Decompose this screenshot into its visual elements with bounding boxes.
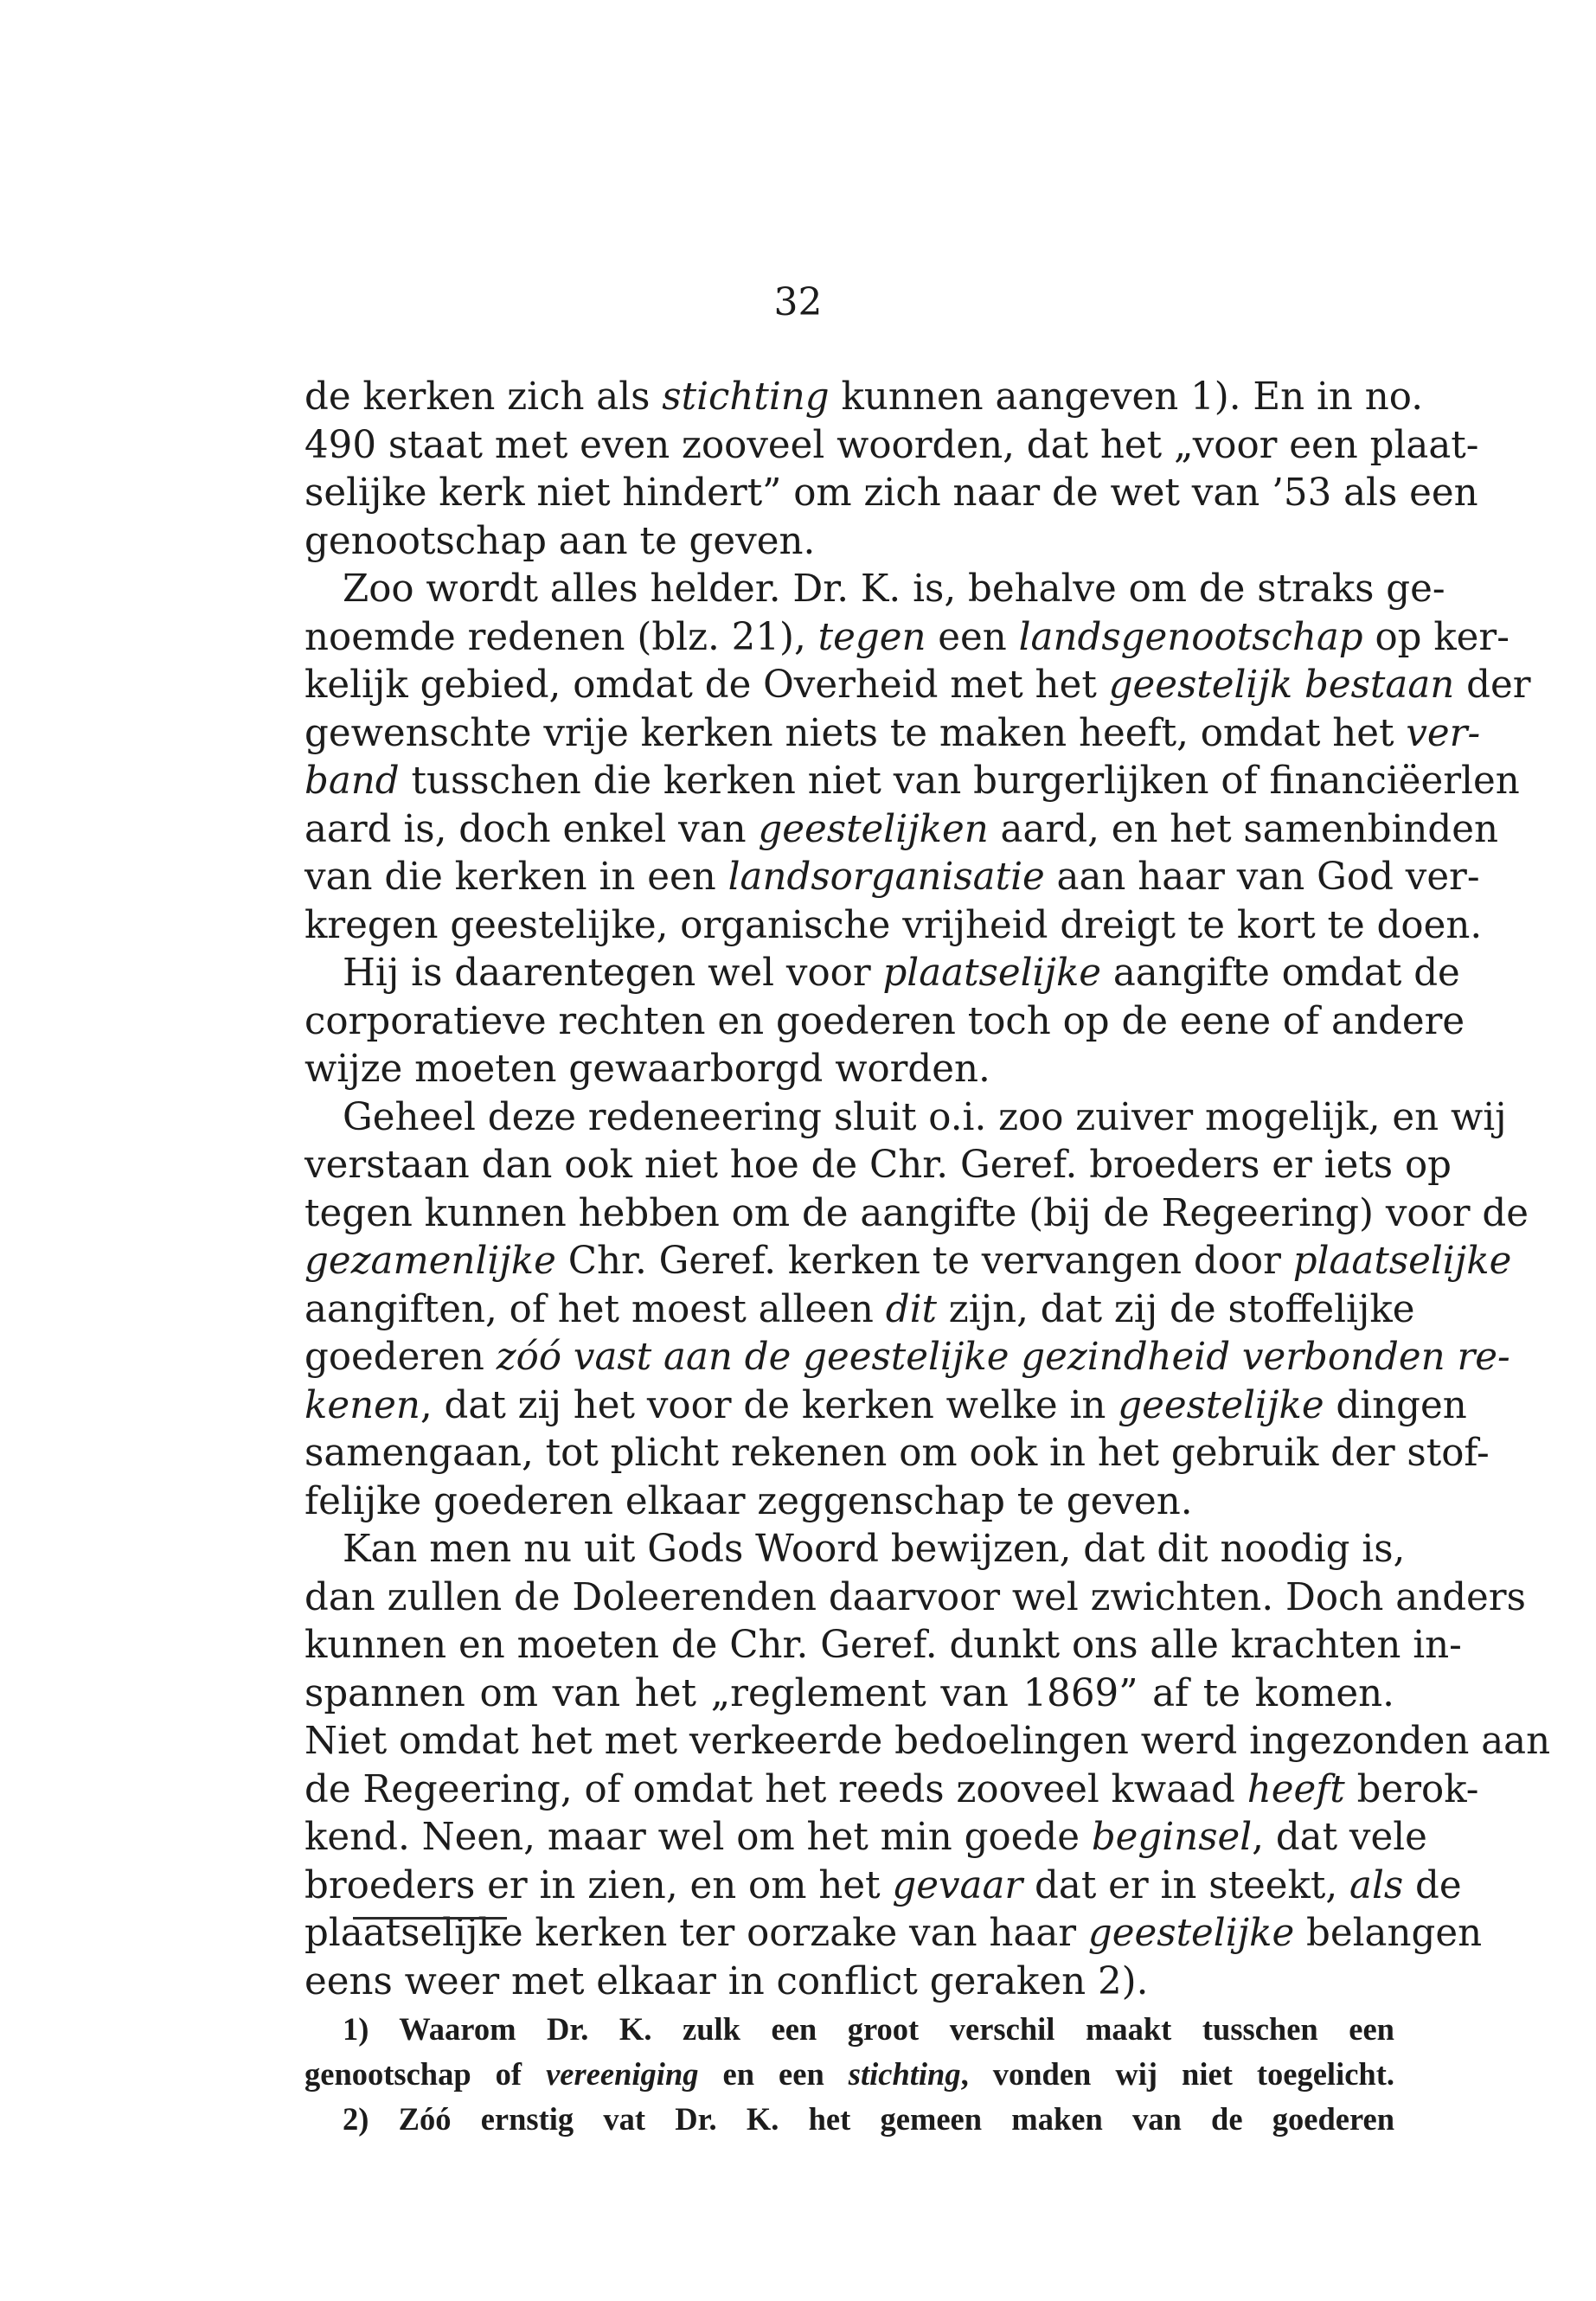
footnote-line xyxy=(304,2052,1394,2097)
text-line xyxy=(304,950,1460,998)
text-run: kend. Neen, maar wel om het min goede xyxy=(304,1816,1092,1859)
text-run: corporatieve rechten en goederen toch op de eene of andere xyxy=(304,999,1465,1043)
text-run: gewenschte vrije kerken niets te maken heeft, omdat het xyxy=(304,711,1407,755)
text-line xyxy=(304,1814,1427,1862)
text-line xyxy=(304,710,1481,759)
text-run: , dat zij het voor de kerken welke in xyxy=(420,1383,1118,1427)
text-line xyxy=(304,758,1520,806)
page-number: 32 xyxy=(773,280,823,324)
text-run: selijke kerk niet hindert” om zich naar de wet van ’53 als een xyxy=(304,471,1478,515)
italic-emphasis: plaatselijke xyxy=(882,952,1102,995)
text-run: samengaan, tot plicht rekenen om ook in het gebruik der stof- xyxy=(304,1432,1490,1475)
text-run: eens weer met elkaar in conflict geraken 2). xyxy=(304,1959,1149,2003)
text-run: aard is, doch enkel van xyxy=(304,807,759,851)
text-run: spannen om van het „reglement van 1869” af te komen. xyxy=(304,1671,1394,1715)
text-run: goederen xyxy=(304,1336,497,1379)
text-run: een xyxy=(926,615,1019,659)
text-run: 2) Zóó ernstig vat Dr. K. het gemeen maken van de goederen xyxy=(343,2101,1394,2137)
text-run: der xyxy=(1454,663,1531,707)
text-line xyxy=(304,806,1499,855)
text-run: Zoo wordt alles helder. Dr. K. is, behalve om de straks ge- xyxy=(343,567,1445,611)
italic-emphasis: dit xyxy=(885,1287,937,1331)
text-line xyxy=(304,518,1394,567)
text-line xyxy=(304,1478,1394,1527)
italic-emphasis: band xyxy=(304,760,400,803)
text-line xyxy=(304,1862,1462,1911)
text-run: genootschap aan te geven. xyxy=(304,519,816,563)
text-run: Chr. Geref. kerken te vervangen door xyxy=(555,1240,1293,1283)
text-run: kelijk gebied, omdat de Overheid met het xyxy=(304,663,1109,707)
text-run: zijn, dat zij de stoffelijke xyxy=(936,1287,1415,1331)
text-run: tusschen die kerken niet van burgerlijken of financiëerlen xyxy=(399,760,1520,803)
text-line xyxy=(304,1238,1512,1286)
text-run: en een xyxy=(698,2056,849,2092)
text-run: plaatselijke kerken ter oorzake van haar xyxy=(304,1912,1088,1955)
text-run: felijke goederen elkaar zeggenschap te geven. xyxy=(304,1479,1193,1523)
italic-emphasis: stichting xyxy=(662,375,830,419)
italic-emphasis: landsgenootschap xyxy=(1018,615,1363,659)
italic-emphasis: gevaar xyxy=(892,1863,1023,1907)
italic-emphasis: als xyxy=(1349,1863,1404,1907)
text-line xyxy=(304,854,1480,902)
text-run: de Regeering, of omdat het reeds zooveel kwaad xyxy=(304,1767,1247,1811)
text-run: Hij is daarentegen wel voor xyxy=(343,952,883,995)
text-line xyxy=(304,1046,1394,1094)
text-line xyxy=(304,1622,1462,1670)
text-run: verstaan dan ook niet hoe de Chr. Geref. broeders er iets op xyxy=(304,1144,1452,1187)
text-run: belangen xyxy=(1294,1912,1483,1955)
italic-emphasis: geestelijken xyxy=(758,807,989,851)
text-line xyxy=(304,1670,1394,1719)
text-line xyxy=(304,1334,1510,1382)
italic-emphasis: ver- xyxy=(1406,711,1481,755)
italic-emphasis: beginsel xyxy=(1091,1816,1253,1859)
text-run: aangiften, of het moest alleen xyxy=(304,1287,886,1331)
text-run: dingen xyxy=(1324,1383,1467,1427)
italic-emphasis: plaatselijke xyxy=(1292,1240,1512,1283)
text-run: de kerken zich als xyxy=(304,375,663,419)
text-run: van die kerken in een xyxy=(304,856,728,899)
text-run: berok- xyxy=(1344,1767,1479,1811)
text-run: kregen geestelijke, organische vrijheid dreigt te kort te doen. xyxy=(304,903,1483,947)
text-line xyxy=(304,470,1478,518)
text-run: de xyxy=(1403,1863,1462,1907)
text-run: aan haar van God ver- xyxy=(1044,856,1480,899)
text-run: op ker- xyxy=(1362,615,1509,659)
text-run: , vonden wij niet toegelicht. xyxy=(960,2056,1394,2092)
text-run: genootschap of xyxy=(304,2056,547,2092)
footnote-line xyxy=(304,2007,1394,2052)
italic-emphasis: vereeniging xyxy=(546,2056,699,2092)
body-text xyxy=(304,374,1551,2006)
italic-emphasis: geestelijk bestaan xyxy=(1108,663,1455,707)
text-line xyxy=(304,1094,1507,1143)
text-run: aangifte omdat de xyxy=(1101,952,1460,995)
text-run: , dat vele xyxy=(1252,1816,1427,1859)
text-line xyxy=(304,1382,1467,1431)
text-run: aard, en het samenbinden xyxy=(988,807,1499,851)
text-line xyxy=(304,1286,1415,1335)
italic-emphasis: tegen xyxy=(817,615,926,659)
italic-emphasis: gezamenlijke xyxy=(304,1240,556,1283)
text-run: 1) Waarom Dr. K. zulk een groot verschil maakt tusschen een xyxy=(343,2011,1394,2047)
text-run: Geheel deze redeneering sluit o.i. zoo zuiver mogelijk, en wij xyxy=(343,1095,1507,1139)
italic-emphasis: heeft xyxy=(1247,1767,1345,1811)
italic-emphasis: zóó vast aan de geestelijke gezindheid verbonden re- xyxy=(496,1336,1510,1379)
text-run: kunnen en moeten de Chr. Geref. dunkt ons alle krachten in- xyxy=(304,1624,1462,1667)
text-line xyxy=(304,902,1483,951)
text-line xyxy=(304,614,1509,663)
footnote-divider xyxy=(353,1917,507,1920)
text-run: dat er in steekt, xyxy=(1022,1863,1350,1907)
text-run: tegen kunnen hebben om de aangifte (bij de Regeering) voor de xyxy=(304,1191,1529,1235)
text-line xyxy=(304,1526,1406,1574)
text-line xyxy=(304,1574,1526,1623)
italic-emphasis: kenen xyxy=(304,1383,420,1427)
text-run: wijze moeten gewaarborgd worden. xyxy=(304,1048,990,1091)
text-run: Niet omdat het met verkeerde bedoelingen werd ingezonden aan xyxy=(304,1720,1551,1763)
text-line xyxy=(304,1190,1529,1239)
footnotes xyxy=(304,2007,1394,2142)
italic-emphasis: geestelijke xyxy=(1087,1912,1295,1955)
italic-emphasis: stichting xyxy=(848,2056,961,2092)
footnote-line xyxy=(304,2097,1394,2142)
text-run: Kan men nu uit Gods Woord bewijzen, dat dit noodig is, xyxy=(343,1528,1406,1571)
italic-emphasis: landsorganisatie xyxy=(727,856,1045,899)
text-line xyxy=(304,1958,1394,2007)
text-line xyxy=(304,1766,1479,1815)
text-line xyxy=(304,374,1424,422)
text-run: kunnen aangeven 1). En in no. xyxy=(829,375,1424,419)
text-line xyxy=(304,1142,1452,1190)
text-line xyxy=(304,1430,1490,1478)
text-line xyxy=(304,422,1479,471)
text-line xyxy=(304,662,1531,710)
text-run: broeders er in zien, en om het xyxy=(304,1863,893,1907)
italic-emphasis: geestelijke xyxy=(1118,1383,1324,1427)
text-line xyxy=(304,1718,1551,1766)
text-line xyxy=(304,566,1445,614)
text-run: dan zullen de Doleerenden daarvoor wel zwichten. Doch anders xyxy=(304,1575,1526,1619)
text-run: noemde redenen (blz. 21), xyxy=(304,615,818,659)
text-line xyxy=(304,998,1465,1047)
text-run: 490 staat met even zooveel woorden, dat het „voor een plaat- xyxy=(304,423,1479,467)
